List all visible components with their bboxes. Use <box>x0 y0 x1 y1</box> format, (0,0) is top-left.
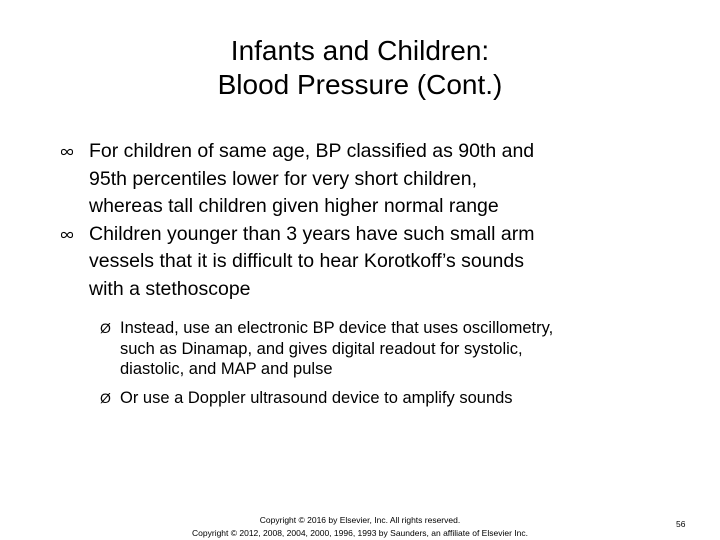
bullet-line: Children younger than 3 years have such small arm <box>89 222 535 245</box>
bullet-item <box>60 138 660 221</box>
bullet-line: For children of same age, BP classified as 90th and <box>89 140 535 162</box>
sub-bullet-line: Instead, use an electronic BP device that uses oscillometry, <box>120 319 554 337</box>
infinity-bullet-icon <box>60 228 74 242</box>
arrowhead-bullet-icon: Ø <box>100 320 111 336</box>
bullet-list <box>60 138 660 303</box>
sub-bullet-list <box>100 318 690 416</box>
slide-title <box>60 34 660 102</box>
infinity-bullet-icon <box>60 145 74 159</box>
bullet-item <box>60 221 660 304</box>
copyright-footer <box>150 514 570 539</box>
title-line-1: Infants and Children: <box>230 35 490 66</box>
bullet-line: 95th percentiles lower for very short children, <box>89 167 478 190</box>
bullet-line: whereas tall children given higher normal range <box>89 195 499 217</box>
sub-bullet-line: such as Dinamap, and gives digital readout for systolic, <box>120 339 523 358</box>
sub-bullet-line: diastolic, and MAP and pulse <box>120 360 333 378</box>
page-number: 56 <box>676 519 686 529</box>
title-line-2: Blood Pressure (Cont.) <box>217 69 503 100</box>
sub-bullet-line: Or use a Doppler ultrasound device to amplify sounds <box>120 388 513 407</box>
bullet-line: with a stethoscope <box>89 277 251 300</box>
arrowhead-bullet-icon: Ø <box>100 389 111 406</box>
bullet-line: vessels that it is difficult to hear Korotkoff’s sounds <box>89 250 524 272</box>
copyright-line-1: Copyright © 2016 by Elsevier, Inc. All rights reserved. <box>259 515 461 525</box>
sub-bullet-item <box>100 388 690 409</box>
sub-bullet-item <box>100 318 690 380</box>
copyright-line-2: Copyright © 2012, 2008, 2004, 2000, 1996, 1993 by Saunders, an affiliate of Elsevier Inc. <box>192 527 528 538</box>
